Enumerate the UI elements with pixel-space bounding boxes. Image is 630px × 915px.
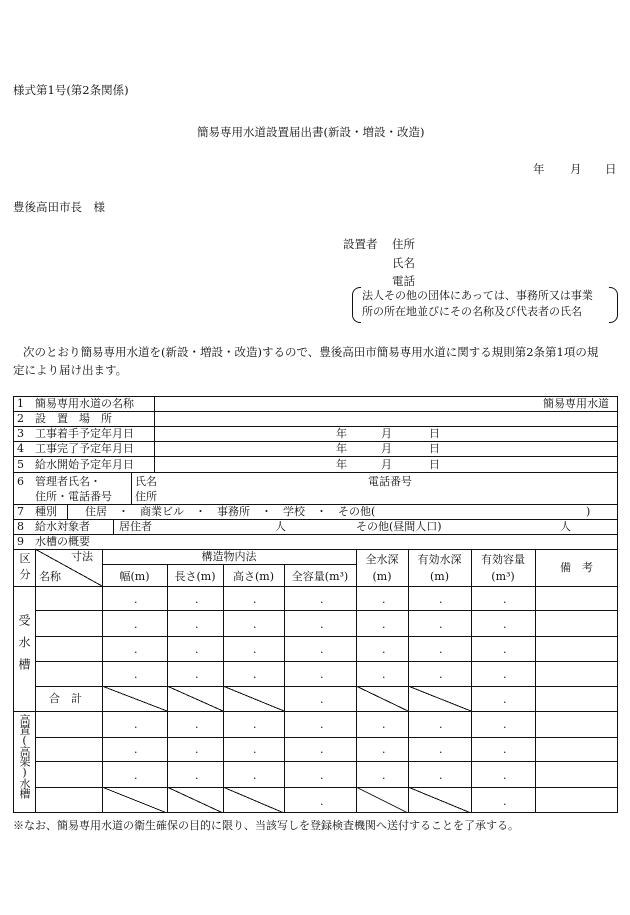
form-number: 様式第1号(第2条関係): [13, 83, 129, 97]
facility-type-close: ): [586, 505, 591, 518]
row4-year: 年: [336, 442, 347, 455]
col-width: 幅(m): [119, 570, 150, 583]
decimal-dot: .: [253, 643, 257, 656]
body-text-line1: 次のとおり簡易専用水道を(新設・増設・改造)するので、豊後高田市簡易専用水道に関する規則第2条第1項の規: [23, 345, 599, 359]
row6-label-line2: 住所・電話番号: [35, 490, 112, 503]
col-capacity: 全容量(m³): [291, 570, 349, 583]
address-label: 住所: [392, 237, 415, 251]
decimal-dot: .: [503, 593, 507, 606]
decimal-dot: .: [503, 795, 507, 808]
row1-value: 簡易専用水道: [543, 397, 609, 410]
decimal-dot: .: [382, 643, 386, 656]
receiving-tank-label: 受水槽: [17, 614, 31, 680]
decimal-dot: .: [439, 643, 443, 656]
manager-phone-label: 電話番号: [368, 475, 412, 488]
decimal-dot: .: [320, 769, 324, 782]
decimal-dot: .: [195, 618, 199, 631]
decimal-dot: .: [439, 668, 443, 681]
row3-day: 日: [429, 427, 440, 440]
decimal-dot: .: [320, 618, 324, 631]
decimal-dot: .: [253, 718, 257, 731]
row4-month: 月: [381, 442, 392, 455]
decimal-dot: .: [253, 593, 257, 606]
decimal-dot: .: [382, 743, 386, 756]
decimal-dot: .: [503, 743, 507, 756]
manager-address-label: 住所: [135, 490, 157, 503]
decimal-dot: .: [134, 618, 138, 631]
date-year: 年: [533, 162, 545, 176]
decimal-dot: .: [320, 593, 324, 606]
footer-note: ※なお、簡易専用水道の衛生確保の目的に限り、当該写しを登録検査機関へ送付することを了承する。: [13, 819, 519, 832]
row3-label: 3 工事着手予定年月日: [17, 427, 134, 440]
decimal-dot: .: [134, 769, 138, 782]
decimal-dot: .: [195, 668, 199, 681]
decimal-dot: .: [320, 743, 324, 756]
decimal-dot: .: [382, 769, 386, 782]
row5-day: 日: [429, 458, 440, 471]
col-category: 区分: [19, 552, 31, 581]
decimal-dot: .: [503, 668, 507, 681]
decimal-dot: .: [439, 769, 443, 782]
name-label: 氏名: [392, 256, 415, 270]
decimal-dot: .: [320, 693, 324, 706]
decimal-dot: .: [134, 668, 138, 681]
col-effective-depth-unit: (m): [429, 570, 449, 583]
col-effective-capacity: 有効容量: [481, 553, 525, 566]
decimal-dot: .: [253, 618, 257, 631]
corporate-note-line1: 法人その他の団体にあっては、事務所又は事業: [362, 289, 593, 302]
decimal-dot: .: [134, 718, 138, 731]
decimal-dot: .: [503, 769, 507, 782]
decimal-dot: .: [320, 718, 324, 731]
body-text-line2: 定により届け出ます。: [13, 363, 128, 377]
application-form-table: [13, 396, 618, 813]
col-structure: 構造物内法: [201, 550, 257, 563]
decimal-dot: .: [195, 643, 199, 656]
phone-label: 電話: [392, 274, 415, 288]
page-title: 簡易専用水道設置届出書(新設・増設・改造): [197, 125, 425, 139]
row5-label: 5 給水開始予定年月日: [17, 458, 134, 471]
decimal-dot: .: [134, 743, 138, 756]
decimal-dot: .: [503, 643, 507, 656]
col-total-depth: 全水深: [365, 553, 399, 566]
decimal-dot: .: [134, 593, 138, 606]
col-remarks: 備 考: [560, 561, 593, 574]
row8-label: 8 給水対象者: [17, 520, 90, 533]
col-total-depth-unit: (m): [372, 570, 392, 583]
col-effective-capacity-unit: (m³): [491, 570, 515, 583]
subtotal-label: 合 計: [49, 692, 82, 705]
corporate-note-line2: 所の所在地並びにその名称及び代表者の氏名: [362, 305, 582, 318]
decimal-dot: .: [134, 643, 138, 656]
corporate-note: [352, 287, 618, 321]
row5-month: 月: [381, 458, 392, 471]
decimal-dot: .: [253, 769, 257, 782]
bracket-right: [609, 287, 618, 323]
addressee: 豊後高田市長 様: [13, 200, 105, 214]
decimal-dot: .: [439, 718, 443, 731]
row3-year: 年: [336, 427, 347, 440]
daytime-population-label: その他(昼間人口): [356, 520, 442, 533]
row9-label: 9 水槽の概要: [17, 535, 90, 548]
corporate-note-text: [362, 288, 593, 320]
col-dimension: 寸法: [71, 550, 93, 563]
resident-label: 居住者: [119, 520, 152, 533]
decimal-dot: .: [253, 668, 257, 681]
decimal-dot: .: [195, 743, 199, 756]
decimal-dot: .: [320, 643, 324, 656]
decimal-dot: .: [195, 769, 199, 782]
elevated-tank-label: 高置(高架)水槽: [18, 714, 31, 798]
col-effective-depth: 有効水深: [417, 553, 462, 566]
decimal-dot: .: [439, 618, 443, 631]
manager-name-label: 氏名: [135, 475, 157, 488]
row4-label: 4 工事完了予定年月日: [17, 442, 134, 455]
date-month: 月: [570, 162, 582, 176]
col-name: 名称: [39, 570, 61, 583]
decimal-dot: .: [382, 668, 386, 681]
resident-unit: 人: [275, 520, 286, 533]
decimal-dot: .: [503, 618, 507, 631]
decimal-dot: .: [382, 718, 386, 731]
decimal-dot: .: [195, 593, 199, 606]
decimal-dot: .: [320, 668, 324, 681]
col-length: 長さ(m): [174, 570, 216, 583]
row7-label: 7 種別: [17, 505, 57, 518]
applicant-label: 設置者: [343, 237, 378, 251]
row6-label-line1: 6 管理者氏名・: [17, 475, 101, 488]
decimal-dot: .: [253, 743, 257, 756]
row5-year: 年: [336, 458, 347, 471]
decimal-dot: .: [503, 718, 507, 731]
col-height: 高さ(m): [232, 570, 274, 583]
decimal-dot: .: [439, 593, 443, 606]
date-day: 日: [605, 162, 617, 176]
decimal-dot: .: [320, 795, 324, 808]
daytime-population-unit: 人: [560, 520, 571, 533]
decimal-dot: .: [439, 743, 443, 756]
decimal-dot: .: [382, 593, 386, 606]
row1-label: 1 簡易専用水道の名称: [17, 397, 134, 410]
row4-day: 日: [429, 442, 440, 455]
decimal-dot: .: [195, 718, 199, 731]
facility-type-options: 住居 ・ 商業ビル ・ 事務所 ・ 学校 ・ その他(: [85, 505, 376, 518]
row2-label: 2 設 置 場 所: [17, 412, 112, 425]
decimal-dot: .: [382, 618, 386, 631]
row3-month: 月: [381, 427, 392, 440]
decimal-dot: .: [503, 693, 507, 706]
bracket-left: [352, 287, 361, 323]
